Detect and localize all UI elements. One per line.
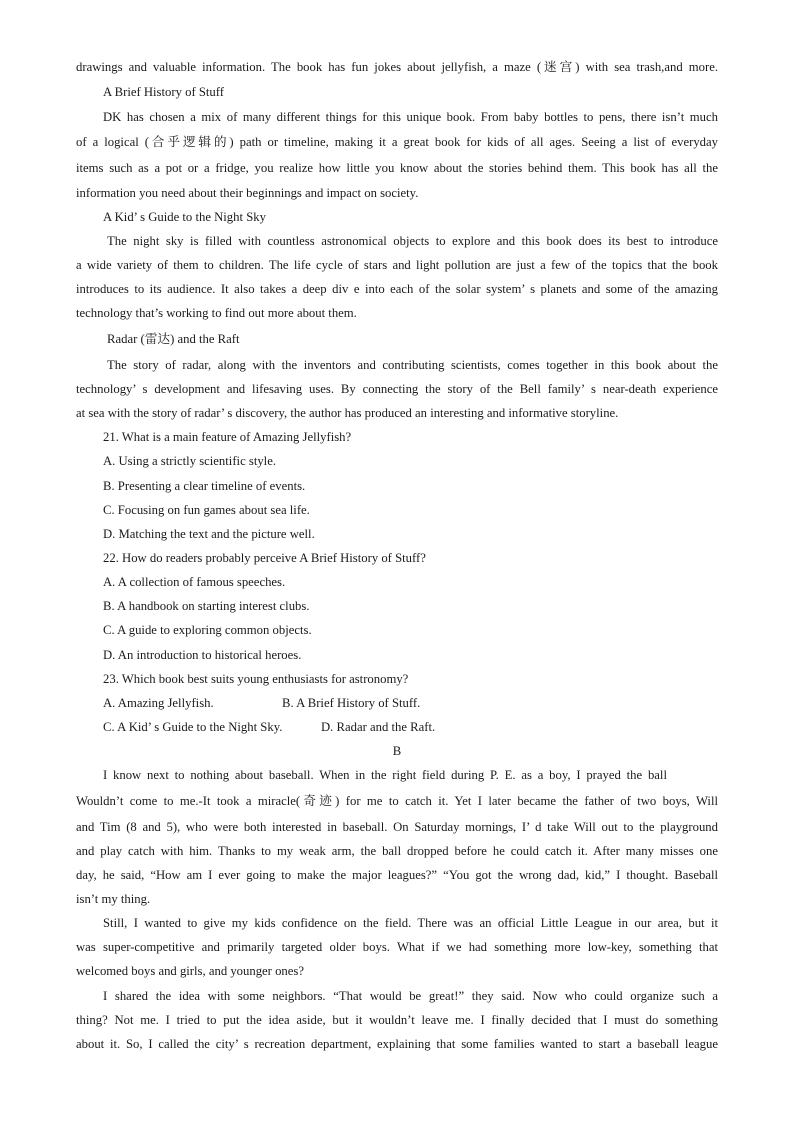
passage-line: at sea with the story of radar’ s discovery, the author has produced an interesting and informative storyline. [76, 406, 619, 420]
passage-line: a wide variety of them to children. The life cycle of stars and light pollution are just a few of the topics that the book [76, 258, 718, 272]
passage-line: isn’t my thing. [76, 892, 151, 906]
book-title: A Kid’ s Guide to the Night Sky [103, 210, 266, 224]
section-heading: B [392, 744, 402, 758]
passage-line: Still, I wanted to give my kids confidence on the field. There was an official Little League in our area, but it [103, 916, 718, 930]
answer-option: C. A Kid’ s Guide to the Night Sky. [103, 720, 283, 734]
answer-option-row [103, 691, 718, 715]
passage-line: items such as a pot or a fridge, you realize how little you know about the stories behind them. This book has all the [76, 161, 718, 175]
passage-line: DK has chosen a mix of many different things for this unique book. From baby bottles to pens, there isn’t much [103, 110, 718, 124]
passage-line: and play catch with him. Thanks to my weak arm, the ball dropped before he could catch it. After many misses one [76, 844, 718, 858]
passage-line: technology that’s working to find out more about them. [76, 306, 357, 320]
passage-line: Wouldn’t come to me.-It took a miracle(奇迹) for me to catch it. Yet I later became the father of two boys, Will [76, 794, 718, 808]
book-title: Radar (雷达) and the Raft [107, 332, 240, 346]
answer-option: D. Radar and the Raft. [321, 720, 436, 734]
passage-line: thing? Not me. I tried to put the idea aside, but it wouldn’t leave me. I finally decided that I must do something [76, 1013, 718, 1027]
passage-line: was super-competitive and primarily targeted older boys. What if we had something more low-key, something that [76, 940, 718, 954]
answer-option: C. A guide to exploring common objects. [103, 623, 312, 637]
passage-line: day, he said, “How am I ever going to make the major leagues?” “You got the wrong dad, kid,” I thought. Baseball [76, 868, 718, 882]
passage-line: I know next to nothing about baseball. When in the right field during P. E. as a boy, I prayed the ball [103, 768, 667, 782]
passage-line: and Tim (8 and 5), who were both interested in baseball. On Saturday mornings, I’ d take Will out to the playground [76, 820, 718, 834]
answer-option: B. A Brief History of Stuff. [282, 696, 421, 710]
passage-line: The night sky is filled with countless astronomical objects to explore and this book does its best to introduce [107, 234, 718, 248]
answer-option: C. Focusing on fun games about sea life. [103, 503, 310, 517]
passage-line: of a logical (合乎逻辑的) path or timeline, making it a great book for kids of all ages. Seeing a list of everyday [76, 135, 718, 149]
passage-line: drawings and valuable information. The book has fun jokes about jellyfish, a maze (迷宫) with sea trash,and more. [76, 60, 718, 74]
answer-option: A. Amazing Jellyfish. [103, 696, 214, 710]
passage-line: I shared the idea with some neighbors. “That would be great!” they said. Now who could organize such a [103, 989, 718, 1003]
answer-option: D. Matching the text and the picture well. [103, 527, 315, 541]
answer-option: D. An introduction to historical heroes. [103, 648, 302, 662]
passage-line: about it. So, I called the city’ s recreation department, explaining that some families wanted to start a baseball league [76, 1037, 718, 1051]
passage-line: technology’ s development and lifesaving uses. By connecting the story of the Bell family’ s near-death experience [76, 382, 718, 396]
passage-line: information you need about their beginnings and impact on society. [76, 186, 419, 200]
passage-line: welcomed boys and girls, and younger ones? [76, 964, 304, 978]
question-stem: 23. Which book best suits young enthusiasts for astronomy? [103, 672, 409, 686]
passage-line: The story of radar, along with the inventors and contributing scientists, comes together in this book about the [107, 358, 718, 372]
answer-option: A. Using a strictly scientific style. [103, 454, 277, 468]
book-title: A Brief History of Stuff [103, 85, 224, 99]
passage-line: introduces to its audience. It also takes a deep div e into each of the solar system’ s planets and some of the amazing [76, 282, 718, 296]
answer-option: A. A collection of famous speeches. [103, 575, 286, 589]
answer-option-row [103, 715, 718, 739]
answer-option: B. Presenting a clear timeline of events. [103, 479, 306, 493]
question-stem: 22. How do readers probably perceive A Brief History of Stuff? [103, 551, 426, 565]
question-stem: 21. What is a main feature of Amazing Jellyfish? [103, 430, 352, 444]
answer-option: B. A handbook on starting interest clubs. [103, 599, 310, 613]
